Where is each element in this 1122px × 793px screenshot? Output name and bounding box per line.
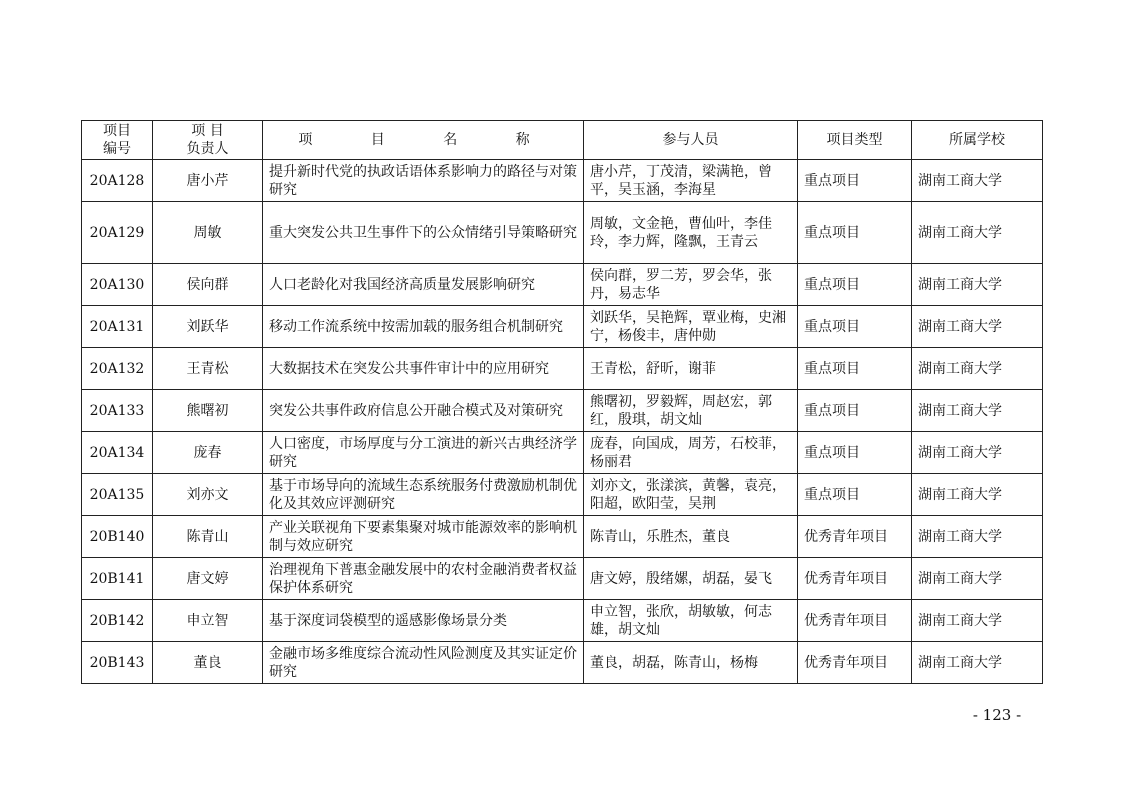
table-row xyxy=(82,642,1043,684)
table-row xyxy=(82,600,1043,642)
cell-project-leader: 王青松 xyxy=(153,348,263,390)
cell-project-leader: 刘亦文 xyxy=(153,474,263,516)
cell-participants: 周敏，文金艳，曹仙叶，李佳玲，李力辉，隆飘，王青云 xyxy=(584,202,798,264)
cell-participants: 刘亦文，张漾滨，黄馨，袁亮，阳超，欧阳莹，吴荆 xyxy=(584,474,798,516)
cell-project-id: 20A134 xyxy=(82,432,153,474)
cell-participants: 刘跃华，吴艳辉，覃业梅，史湘宁，杨俊丰，唐仲勋 xyxy=(584,306,798,348)
table-row xyxy=(82,432,1043,474)
table-row xyxy=(82,390,1043,432)
cell-school: 湖南工商大学 xyxy=(912,390,1043,432)
cell-school: 湖南工商大学 xyxy=(912,202,1043,264)
cell-project-id: 20A132 xyxy=(82,348,153,390)
cell-project-type: 优秀青年项目 xyxy=(798,600,912,642)
cell-project-name: 人口密度，市场厚度与分工演进的新兴古典经济学研究 xyxy=(263,432,584,474)
cell-project-id: 20A135 xyxy=(82,474,153,516)
cell-project-type: 重点项目 xyxy=(798,390,912,432)
cell-project-name: 基于市场导向的流域生态系统服务付费激励机制优化及其效应评测研究 xyxy=(263,474,584,516)
cell-participants: 董良，胡磊，陈青山，杨梅 xyxy=(584,642,798,684)
header-project-leader: 项 目 负责人 xyxy=(153,121,263,160)
cell-project-type: 重点项目 xyxy=(798,264,912,306)
cell-participants: 陈青山，乐胜杰，董良 xyxy=(584,516,798,558)
cell-project-type: 重点项目 xyxy=(798,160,912,202)
cell-project-leader: 陈青山 xyxy=(153,516,263,558)
cell-project-leader: 周敏 xyxy=(153,202,263,264)
cell-project-name: 提升新时代党的执政话语体系影响力的路径与对策研究 xyxy=(263,160,584,202)
table-row xyxy=(82,348,1043,390)
cell-project-name: 产业关联视角下要素集聚对城市能源效率的影响机制与效应研究 xyxy=(263,516,584,558)
cell-school: 湖南工商大学 xyxy=(912,306,1043,348)
header-school: 所属学校 xyxy=(912,121,1043,160)
table-row xyxy=(82,264,1043,306)
page-number: - 123 - xyxy=(972,706,1022,724)
cell-project-leader: 董良 xyxy=(153,642,263,684)
table-body xyxy=(82,160,1043,684)
cell-project-name: 基于深度词袋模型的遥感影像场景分类 xyxy=(263,600,584,642)
cell-school: 湖南工商大学 xyxy=(912,348,1043,390)
cell-project-type: 重点项目 xyxy=(798,202,912,264)
table-header-row xyxy=(82,121,1043,160)
cell-school: 湖南工商大学 xyxy=(912,160,1043,202)
cell-school: 湖南工商大学 xyxy=(912,474,1043,516)
cell-project-name: 人口老龄化对我国经济高质量发展影响研究 xyxy=(263,264,584,306)
table-row xyxy=(82,160,1043,202)
cell-project-leader: 唐小芹 xyxy=(153,160,263,202)
cell-project-name: 治理视角下普惠金融发展中的农村金融消费者权益保护体系研究 xyxy=(263,558,584,600)
cell-participants: 王青松，舒昕，谢菲 xyxy=(584,348,798,390)
cell-school: 湖南工商大学 xyxy=(912,558,1043,600)
cell-project-leader: 熊曙初 xyxy=(153,390,263,432)
cell-project-id: 20B143 xyxy=(82,642,153,684)
header-project-id: 项目 编号 xyxy=(82,121,153,160)
cell-project-type: 优秀青年项目 xyxy=(798,558,912,600)
cell-project-id: 20A129 xyxy=(82,202,153,264)
table-row xyxy=(82,202,1043,264)
cell-project-name: 大数据技术在突发公共事件审计中的应用研究 xyxy=(263,348,584,390)
cell-project-id: 20A128 xyxy=(82,160,153,202)
cell-project-type: 重点项目 xyxy=(798,432,912,474)
cell-project-id: 20A131 xyxy=(82,306,153,348)
header-project-name: 项 目 名 称 xyxy=(263,121,584,160)
cell-project-leader: 刘跃华 xyxy=(153,306,263,348)
cell-project-id: 20B141 xyxy=(82,558,153,600)
cell-participants: 唐文婷，殷绪嫘，胡磊，晏飞 xyxy=(584,558,798,600)
cell-project-leader: 申立智 xyxy=(153,600,263,642)
table-row xyxy=(82,516,1043,558)
cell-participants: 申立智，张欣，胡敏敏，何志雄，胡文灿 xyxy=(584,600,798,642)
cell-project-id: 20B140 xyxy=(82,516,153,558)
cell-project-name: 重大突发公共卫生事件下的公众情绪引导策略研究 xyxy=(263,202,584,264)
cell-project-name: 金融市场多维度综合流动性风险测度及其实证定价研究 xyxy=(263,642,584,684)
cell-project-type: 优秀青年项目 xyxy=(798,516,912,558)
cell-participants: 唐小芹，丁茂清，梁满艳，曾平，吴玉涵，李海星 xyxy=(584,160,798,202)
table-row xyxy=(82,306,1043,348)
cell-project-type: 重点项目 xyxy=(798,474,912,516)
cell-project-name: 突发公共事件政府信息公开融合模式及对策研究 xyxy=(263,390,584,432)
table-row xyxy=(82,474,1043,516)
cell-project-name: 移动工作流系统中按需加载的服务组合机制研究 xyxy=(263,306,584,348)
cell-project-id: 20A133 xyxy=(82,390,153,432)
cell-project-type: 重点项目 xyxy=(798,348,912,390)
cell-project-id: 20B142 xyxy=(82,600,153,642)
project-table xyxy=(81,120,1043,684)
table-row xyxy=(82,558,1043,600)
cell-participants: 庞春，向国成，周芳，石校菲，杨丽君 xyxy=(584,432,798,474)
cell-project-leader: 庞春 xyxy=(153,432,263,474)
header-participants: 参与人员 xyxy=(584,121,798,160)
cell-project-type: 重点项目 xyxy=(798,306,912,348)
cell-school: 湖南工商大学 xyxy=(912,642,1043,684)
cell-school: 湖南工商大学 xyxy=(912,264,1043,306)
cell-project-id: 20A130 xyxy=(82,264,153,306)
cell-project-leader: 侯向群 xyxy=(153,264,263,306)
cell-project-leader: 唐文婷 xyxy=(153,558,263,600)
cell-school: 湖南工商大学 xyxy=(912,600,1043,642)
header-project-type: 项目类型 xyxy=(798,121,912,160)
cell-participants: 侯向群，罗二芳，罗会华，张丹，易志华 xyxy=(584,264,798,306)
cell-school: 湖南工商大学 xyxy=(912,516,1043,558)
cell-school: 湖南工商大学 xyxy=(912,432,1043,474)
cell-project-type: 优秀青年项目 xyxy=(798,642,912,684)
cell-participants: 熊曙初，罗毅辉，周赵宏，郭红，殷琪，胡文灿 xyxy=(584,390,798,432)
